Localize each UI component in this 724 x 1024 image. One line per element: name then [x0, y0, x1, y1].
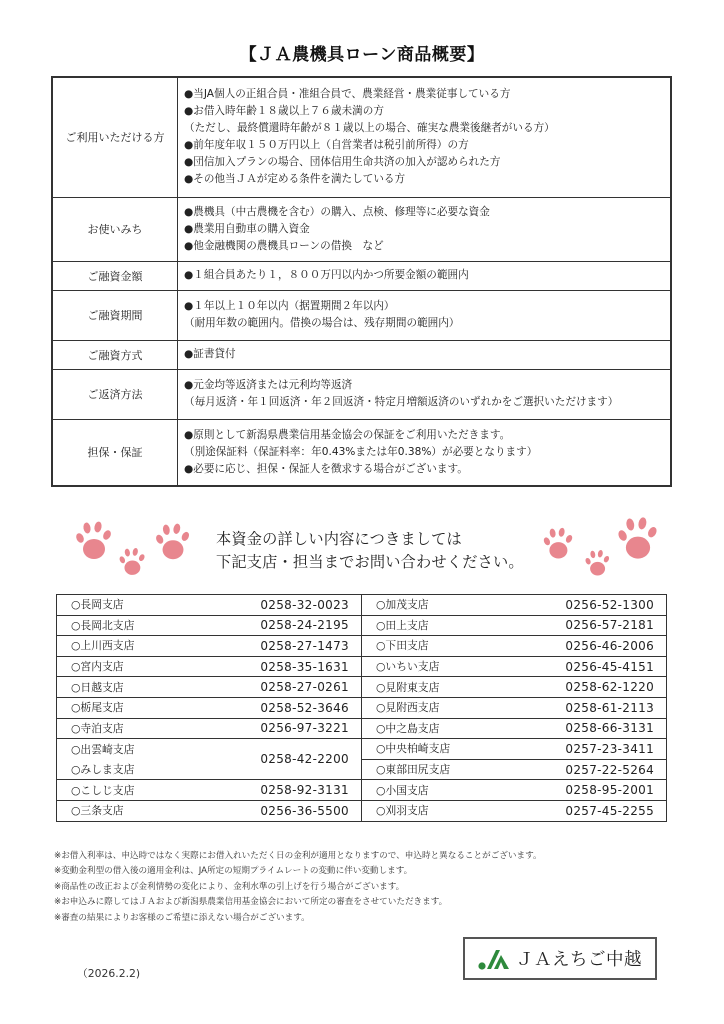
overview-row	[52, 419, 671, 486]
branch-phone: 0258-52-3646	[214, 697, 361, 718]
overview-row	[52, 197, 671, 261]
branch-phone: 0258-24-2195	[214, 615, 361, 636]
overview-line: ●原則として新潟県農業信用基金協会の保証をご利用いただきます。	[184, 428, 511, 441]
overview-line: ●農機具（中古農機を含む）の購入、点検、修理等に必要な資金	[184, 205, 490, 218]
branch-name: ○みしま支店	[57, 759, 215, 780]
note-line: ※お借入利率は、申込時ではなく実際にお借入れいただく日の金利が適用となりますので、申込時と異なることがございます。	[54, 851, 542, 861]
branch-name: ○中央柏崎支店	[361, 739, 519, 760]
overview-row-content	[178, 419, 672, 486]
overview-line: ●農業用自動車の購入資金	[184, 222, 310, 235]
paw-print-icon	[155, 523, 191, 559]
overview-line: ●１年以上１０年以内（据置期間２年以内）	[184, 300, 395, 312]
overview-row-content	[178, 369, 672, 419]
overview-line: ●前年度年収１５０万円以上（自営業者は税引前所得）の方	[184, 139, 469, 152]
paw-print-icon	[75, 521, 113, 559]
branch-name: ○見附東支店	[361, 677, 519, 698]
ja-echigo-chuetsu-logo	[463, 937, 657, 980]
branch-row	[57, 759, 667, 780]
branch-name: ○宮内支店	[57, 656, 215, 677]
branch-phone: 0257-23-3411	[519, 739, 666, 760]
branch-phone: 0258-32-0023	[214, 595, 361, 616]
overview-line: ●必要に応じ、担保・保証人を徴求する場合がございます。	[184, 462, 468, 475]
branch-phone: 0258-35-1631	[214, 656, 361, 677]
branch-phone: 0258-62-1220	[519, 677, 666, 698]
overview-row-label: ご利用いただける方	[52, 77, 178, 197]
branch-phone: 0256-36-5500	[214, 800, 361, 821]
notes	[54, 849, 542, 926]
branch-name: ○刈羽支店	[361, 800, 519, 821]
overview-row	[52, 77, 671, 197]
paw-prints-right-icon	[536, 515, 676, 583]
note-line: ※お申込みに際してはＪＡおよび新潟県農業信用基金協会において所定の審査をさせていただきます。	[54, 897, 448, 908]
branch-phone: 0258-95-2001	[519, 780, 666, 801]
overview-line: ●証書貸付	[184, 348, 236, 360]
note-line: ※商品性の改正および金利情勢の変化により、金利水準の引上げを行う場合がございます。	[54, 881, 405, 892]
branch-row	[57, 718, 667, 739]
page-title: 【ＪＡ農機具ローン商品概要】	[239, 45, 485, 65]
contact-message-line2: 下記支店・担当までお問い合わせください。	[216, 553, 524, 571]
document-date: （2026.2.2)	[77, 967, 141, 980]
overview-row-content	[178, 261, 672, 290]
branch-phone: 0256-97-3221	[214, 718, 361, 739]
branch-name: ○田上支店	[361, 615, 519, 636]
contact-message	[216, 528, 524, 574]
loan-overview-table	[51, 76, 672, 487]
note-line: ※審査の結果によりお客様のご希望に添えない場合がございます。	[54, 912, 310, 923]
branch-row	[57, 800, 667, 821]
branch-name: ○長岡支店	[57, 595, 215, 616]
branch-name: ○東部田尻支店	[361, 759, 519, 780]
overview-line: ●その他当ＪＡが定める条件を満たしている方	[184, 173, 406, 186]
overview-row	[52, 369, 671, 419]
branch-name: ○小国支店	[361, 780, 519, 801]
overview-line: ●団信加入プランの場合、団体信用生命共済の加入が認められた方	[184, 156, 501, 169]
branch-phone: 0258-27-0261	[214, 677, 361, 698]
overview-row-content	[178, 340, 672, 369]
branch-row	[57, 677, 667, 698]
branch-phone: 0256-46-2006	[519, 636, 666, 657]
branch-contact-table	[56, 594, 667, 822]
paw-print-icon	[617, 517, 658, 559]
branch-phone: 0256-57-2181	[519, 615, 666, 636]
branch-name: ○三条支店	[57, 800, 215, 821]
branch-phone: 0258-92-3131	[214, 780, 361, 801]
branch-name: ○長岡北支店	[57, 615, 215, 636]
overview-line: （ただし、最終償還時年齢が８１歳以上の場合、確実な農業後継者がいる方）	[184, 122, 555, 135]
paw-print-icon	[119, 547, 146, 574]
branch-name: ○日越支店	[57, 677, 215, 698]
branch-phone: 0258-61-2113	[519, 697, 666, 718]
branch-phone: 0258-42-2200	[214, 739, 361, 780]
overview-row-label: ご融資金額	[52, 261, 178, 290]
branch-name: ○上川西支店	[57, 636, 215, 657]
overview-row-label: ご融資期間	[52, 290, 178, 340]
branch-name: ○出雲崎支店	[57, 739, 215, 760]
overview-row	[52, 290, 671, 340]
overview-row-label: ご返済方法	[52, 369, 178, 419]
contact-message-line1: 本資金の詳しい内容につきましては	[216, 530, 462, 548]
branch-phone: 0257-45-2255	[519, 800, 666, 821]
paw-print-icon	[584, 550, 610, 576]
branch-name: ○中之島支店	[361, 718, 519, 739]
overview-row	[52, 261, 671, 290]
overview-line: ●お借入時年齢１８歳以上７６歳未満の方	[184, 105, 384, 118]
branch-name: ○見附西支店	[361, 697, 519, 718]
paw-prints-left-icon	[66, 515, 206, 583]
branch-name: ○こしじ支店	[57, 780, 215, 801]
branch-name: ○加茂支店	[361, 595, 519, 616]
branch-row	[57, 615, 667, 636]
branch-name: ○栃尾支店	[57, 697, 215, 718]
branch-phone: 0258-66-3131	[519, 718, 666, 739]
overview-row-content	[178, 290, 672, 340]
branch-phone: 0258-27-1473	[214, 636, 361, 657]
branch-phone: 0256-52-1300	[519, 595, 666, 616]
logo-text: ＪＡえちご中越	[516, 950, 642, 970]
overview-row-content	[178, 77, 672, 197]
branch-phone: 0257-22-5264	[519, 759, 666, 780]
overview-line: （毎月返済・年１回返済・年２回返済・特定月増額返済のいずれかをご選択いただけます）	[184, 396, 619, 408]
overview-row-content	[178, 197, 672, 261]
branch-name: ○寺泊支店	[57, 718, 215, 739]
overview-row-label: ご融資方式	[52, 340, 178, 369]
overview-row-label: お使いみち	[52, 197, 178, 261]
overview-line: ●他金融機関の農機具ローンの借換 など	[184, 239, 384, 252]
branch-row	[57, 656, 667, 677]
overview-row-label: 担保・保証	[52, 419, 178, 486]
paw-print-icon	[543, 527, 574, 558]
branch-row	[57, 697, 667, 718]
branch-row	[57, 595, 667, 616]
branch-name: ○いちい支店	[361, 656, 519, 677]
note-line: ※変動金利型の借入後の適用金利は、JA所定の短期プライムレートの変動に伴い変動します。	[54, 866, 413, 877]
branch-row	[57, 636, 667, 657]
ja-logo-mark-icon	[478, 947, 512, 971]
branch-row	[57, 739, 667, 760]
overview-line: ●１組合員あたり１，８００万円以内かつ所要金額の範囲内	[184, 269, 469, 281]
overview-line: ●元金均等返済または元利均等返済	[184, 379, 353, 391]
overview-line: （耐用年数の範囲内。借換の場合は、残存期間の範囲内）	[184, 317, 460, 329]
overview-row	[52, 340, 671, 369]
overview-line: ●当JA個人の正組合員・准組合員で、農業経営・農業従事している方	[184, 88, 511, 101]
overview-line: （別途保証料（保証料率：年0.43%または年0.38%）が必要となります）	[184, 445, 538, 458]
branch-name: ○下田支店	[361, 636, 519, 657]
branch-row	[57, 780, 667, 801]
branch-phone: 0256-45-4151	[519, 656, 666, 677]
